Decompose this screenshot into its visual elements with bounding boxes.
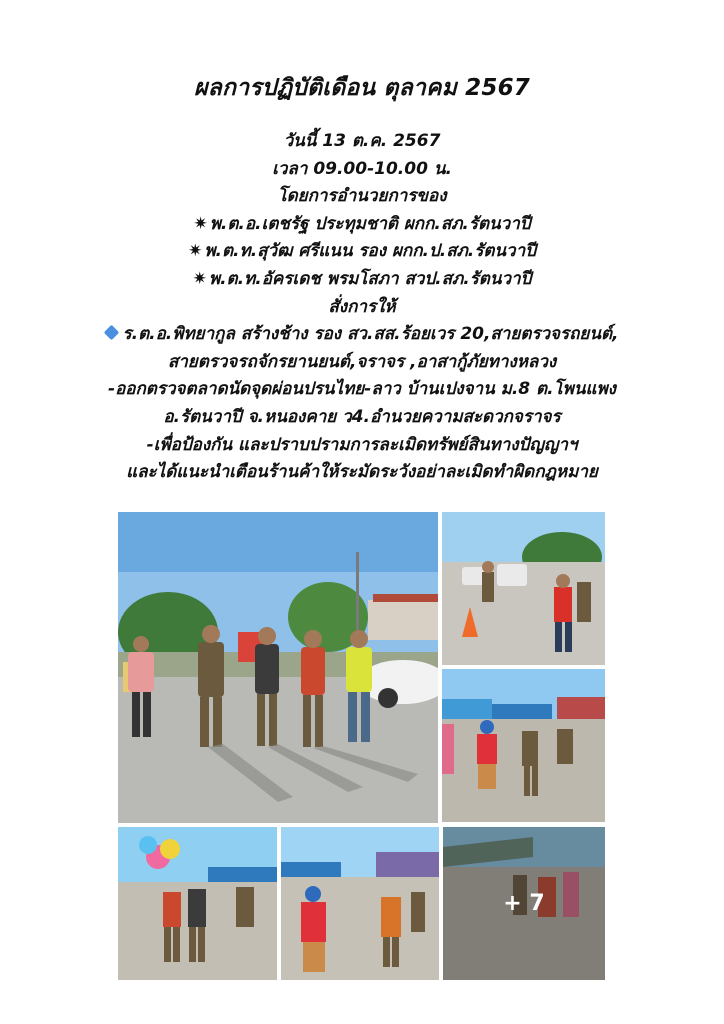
date-line: วันนี้ 13 ต.ค. 2567 [283,131,441,151]
blue-diamond-icon [103,325,119,341]
document-body [0,128,724,487]
time-line: เวลา 09.00-10.00 น. [272,158,452,179]
directed-by-line: โดยการอำนวยการของ [277,186,447,207]
photo-market-patrol[interactable] [442,669,605,822]
photo-officers-road[interactable] [118,512,438,823]
commander-line-1 [0,211,724,239]
commander-2-text: พ.ต.ท.สุวัฒ ศรีแนน รอง ผกก.ป.สภ.รัตนวาปี [204,241,536,262]
commander-line-2 [0,238,724,266]
photo-balloons-market[interactable] [118,827,277,980]
photo-market-woman[interactable] [281,827,439,980]
star-icon: ✷ [188,241,203,262]
star-icon: ✷ [192,268,207,289]
photo-more-overlay[interactable] [443,827,605,980]
document-title: ผลการปฏิบัติเดือน ตุลาคม 2567 [194,75,530,101]
detail-line-5: -เพื่อป้องกัน และปราบปรามการละเมิดทรัพย์สินทางปัญญาฯ [146,434,578,455]
detail-line-2: สายตรวจรถจักรยานยนต์,จราจร ,อาสากู้ภัยทางหลวง [167,351,557,372]
commander-1-text: พ.ต.อ.เตชรัฐ ประทุมชาติ ผกก.สภ.รัตนวาปี [209,213,531,234]
detail-1-text: ร.ต.อ.พิทยากูล สร้างช้าง รอง สว.สส.ร้อยเวร 20,สายตรวจรถยนต์, [122,324,619,345]
ordered-line: สั่งการให้ [328,296,396,317]
commander-line-3 [0,266,724,294]
more-photos-count[interactable]: + 7 [443,827,605,980]
detail-line-1 [0,321,724,349]
photo-collage [118,512,605,980]
detail-line-3: -ออกตรวจตลาดนัดจุดผ่อนปรนไทย-ลาว บ้านเปงจาน ม.8 ต.โพนแพง [108,379,616,400]
photo-checkpoint[interactable] [442,512,605,665]
detail-line-4: อ.รัตนวาปี จ.หนองคาย ว4.อำนวยความสะดวกจราจร [163,406,561,427]
commander-3-text: พ.ต.ท.อัครเดช พรมโสภา สวป.สภ.รัตนวาปี [208,268,532,289]
star-icon: ✷ [193,213,208,234]
detail-line-6: และได้แนะนำเตือนร้านค้าให้ระมัดระวังอย่าละเมิดทำผิดกฎหมาย [126,462,598,483]
